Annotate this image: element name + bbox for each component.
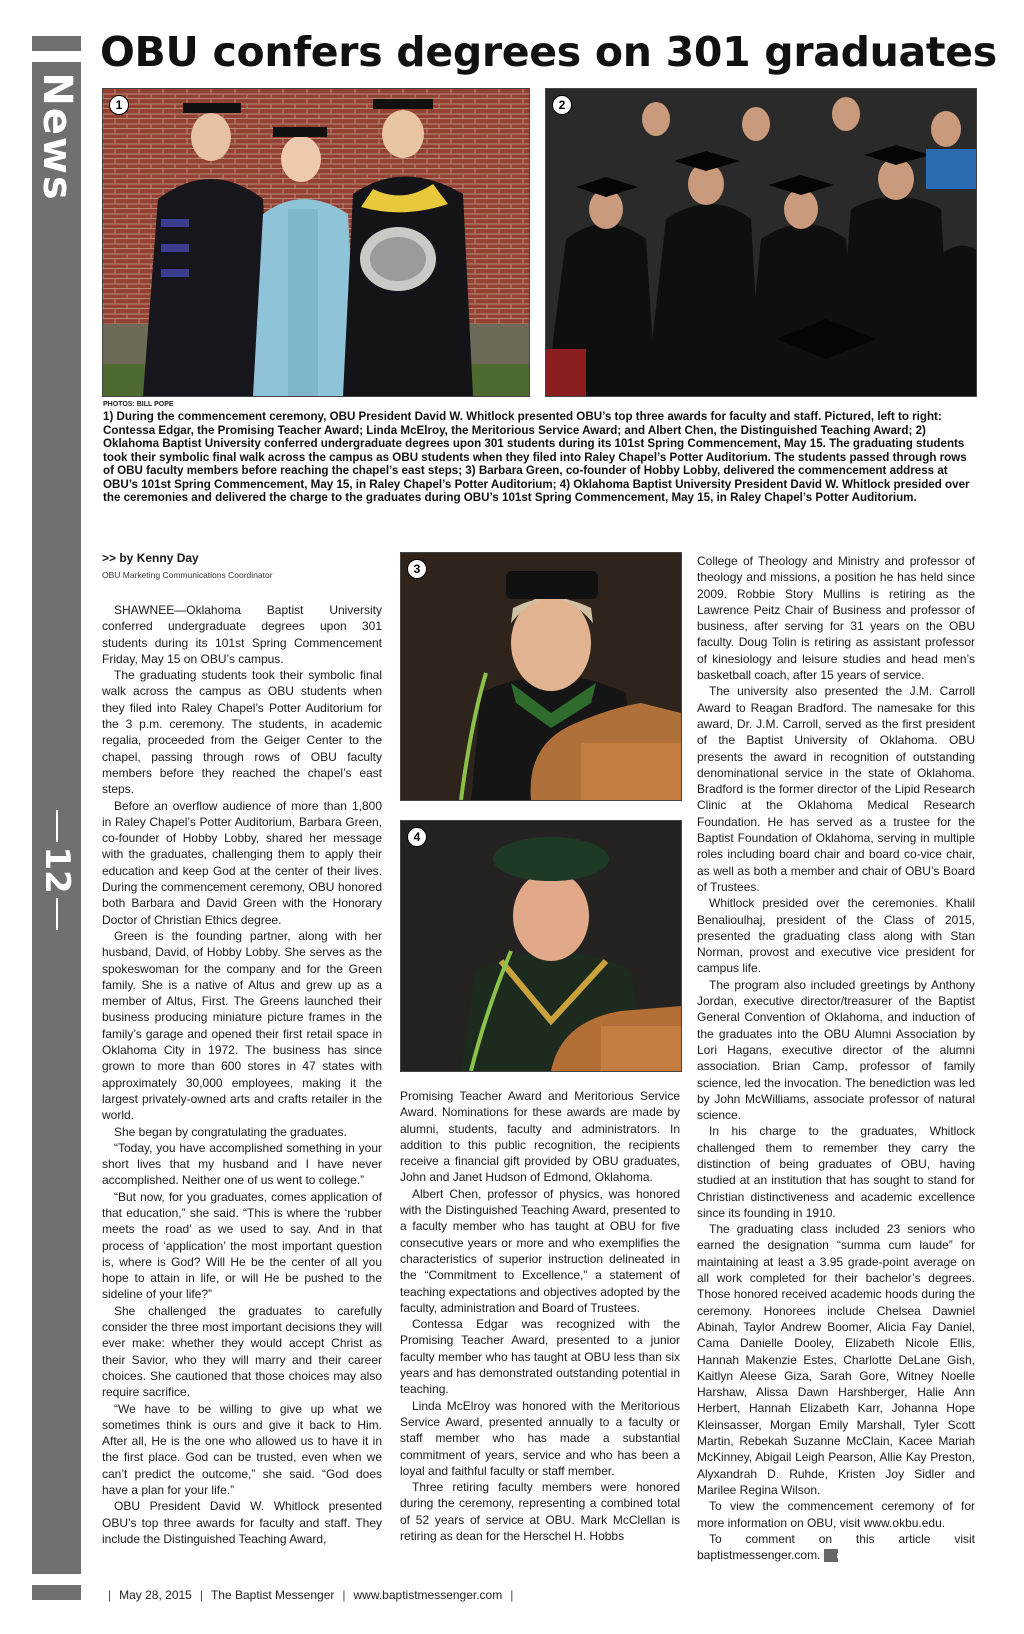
paragraph: To view the commencement ceremony of for more information on OBU, visit www.okbu.edu.	[697, 1499, 975, 1530]
section-label: News	[33, 72, 80, 202]
paragraph: Three retiring faculty members were honored during the ceremony, representing a combined total of 52 years of service at OBU. Mark McClellan is retiring as dean for the Herschel H. Hobbs	[400, 1480, 680, 1544]
photo-number: 3	[407, 559, 427, 579]
byline-title: OBU Marketing Communications Coordinator	[102, 570, 273, 580]
paragraph: The graduating students took their symbolic final walk across the campus as OBU students when they filed into Raley Chapel’s Potter Auditorium for the 3 p.m. ceremony. The students, in academic regalia, proceeded from the Geiger Center to the chapel, passing through rows of OBU faculty members before they reached the chapel’s east steps.	[102, 668, 382, 797]
paragraph: “Today, you have accomplished something in your short lives that my husband and I have never accomplished. Neither one of us went to college.”	[102, 1140, 382, 1188]
paragraph: “We have to be willing to give up what we sometimes think is ours and give it back to Him. After all, He is the one who allowed us to have it in the first place. God can be trusted, even when we can’t predict the outcome,” she said. “God does have a plan for your life.”	[102, 1401, 382, 1498]
footer-date: May 28, 2015	[119, 1588, 192, 1602]
headline: OBU confers degrees on 301 graduates	[100, 28, 997, 76]
photo-number: 4	[407, 827, 427, 847]
page-footer: | May 28, 2015 | The Baptist Messenger | www.baptistmessenger.com |	[108, 1588, 514, 1602]
paragraph: College of Theology and Ministry and professor of theology and missions, a position he has held since 2009. Robbie Story Mullins is retiring as the Lawrence Peitz Chair of Business and professor of business, after serving for 31 years on the OBU faculty. Doug Tolin is retiring as assistant professor of kinesiology and leisure studies and head men’s basketball coach, after 15 years of service.	[697, 554, 975, 683]
paragraph: She challenged the graduates to carefully consider the three most important decisions they will ever make: whether they would accept Christ as their Savior, who they will marry and their career choices. She cautioned that those choices may also require sacrifice.	[102, 1303, 382, 1400]
paragraph: Promising Teacher Award and Meritorious Service Award. Nominations for these awards are made by alumni, students, faculty and administrators. In addition to this public recognition, the recipients receive a financial gift provided by OBU graduates, John and Janet Hudson of Edmond, Oklahoma.	[400, 1089, 680, 1185]
paragraph: Whitlock presided over the ceremonies. Khalil Benalioulhaj, president of the Class of 2015, presented the graduating class along with Stan Norman, provost and executive vice president for campus life.	[697, 896, 975, 976]
paragraph	[697, 1531, 975, 1564]
photo-graduates	[545, 88, 977, 397]
paragraph: OBU President David W. Whitlock presented OBU’s top three awards for faculty and staff. They include the Distinguished Teaching Award,	[102, 1499, 382, 1546]
paragraph: The program also included greetings by Anthony Jordan, executive director/treasurer of the Baptist General Convention of Oklahoma, and induction of the graduates into the OBU Alumni Association by Lori Hagans, executive director of the alumni association. Brian Camp, professor of family science, led the invocation. The benediction was led by John McWilliams, associate professor of natural science.	[697, 977, 975, 1123]
paragraph: Contessa Edgar was recognized with the Promising Teacher Award, presented to a junior faculty member who has taught at OBU less than six years and has demonstrated outstanding potential in teaching.	[400, 1317, 680, 1397]
end-mark-logo: m	[824, 1549, 838, 1562]
article-column-2	[400, 1088, 680, 1544]
photo-caption: 1) During the commencement ceremony, OBU President David W. Whitlock presented OBU’s top three awards for faculty and staff. Pictured, left to right: Contessa Edgar, the Promising Teacher Award; Linda McElroy, the Meritorious Service Award; and Albert Chen, the Distinguished Teaching Award; 2) Oklahoma Baptist University conferred undergraduate degrees upon 301 students during its 101st Spring Commencement, May 15. The graduating students took their symbolic final walk across the campus as OBU students when they filed into Raley Chapel’s Potter Auditorium. The students passed through rows of OBU faculty members before reaching the chapel’s east steps; 3) Barbara Green, co-founder of Hobby Lobby, delivered the commencement address at OBU’s 101st Spring Commencement, May 15, in Raley Chapel’s Potter Auditorium; 4) Oklahoma Baptist University President David W. Whitlock presided over the ceremonies and delivered the charge to the graduates during OBU’s 101st Spring Commencement, May 15, in Raley Chapel’s Potter Auditorium.	[103, 410, 970, 504]
article-column-3	[697, 553, 975, 1563]
byline: >> by Kenny Day	[102, 551, 199, 565]
sidebar-top-bar	[32, 36, 81, 51]
article-column-1	[102, 602, 382, 1547]
photo-number: 2	[552, 95, 572, 115]
paragraph: The graduating class included 23 seniors who earned the designation “summa cum laude” for maintaining at least a 3.95 grade-point average on all work completed for their bachelor’s degrees. Those honored received academic hoods during the ceremony. Honorees include Chelsea Dawniel Abinah, Taylor Andrew Boomer, Alicia Fay Daniel, Cama Danielle Dooley, Elizabeth Nicole Ellis, Hannah Makenzie Estes, Charlotte DeLane Gish, Kaitlyn Aleese Giza, Sarah Gore, Witney Noelle Harshaw, Alissa Dawn Harshberger, Halie Ann Herbert, Hannah Elizabeth Karr, Johanna Hope Kleinsasser, Morgan Emily Marshall, Tyler Scott Martin, Rebekah Suzanne McClain, Kacee Mariah McKinney, Abigail Leigh Pearson, Allie Kay Preston, Alyxandrah D. Ruhde, Kristen Joy Sidler and Marilee Regina Wilson.	[697, 1222, 975, 1497]
photo-award-recipients	[102, 88, 530, 397]
photo-president-whitlock	[400, 820, 682, 1072]
paragraph: Green is the founding partner, along with her husband, David, of Hobby Lobby. She serves as the spokeswoman for the company and for the Green family. She is a native of Altus and grew up as a member of Altus, First. The Greens launched their business producing miniature picture frames in the family’s garage and opened their first retail space in Oklahoma City in 1972. The business has since grown to more than 600 stores in 47 states with approximately 30,000 employees, making it the largest privately-owned arts and crafts retailer in the world.	[102, 928, 382, 1123]
paragraph: Albert Chen, professor of physics, was honored with the Distinguished Teaching Award, presented to a faculty member who has taught at OBU for five consecutive years or more and who exemplifies the characteristics of superior instruction delineated in the “Commitment to Excellence,” a statement of teaching expectations and objectives adopted by the faculty, administration and Board of Trustees.	[400, 1186, 680, 1315]
paragraph: In his charge to the graduates, Whitlock challenged them to remember they carry the distinction of being graduates of OBU, having studied at an institution that has sought to stand for Christian distinctiveness and academic excellence since its founding in 1910.	[697, 1124, 975, 1220]
paragraph: She began by congratulating the graduates.	[114, 1124, 347, 1139]
sidebar-bottom-bar	[32, 1585, 81, 1600]
footer-publication: The Baptist Messenger	[210, 1588, 335, 1602]
paragraph: SHAWNEE—Oklahoma Baptist University conferred undergraduate degrees upon 301 students during its 101st Spring Commencement Friday, May 15 on OBU’s campus.	[102, 603, 382, 666]
paragraph: Linda McElroy was honored with the Meritorious Service Award, presented annually to a faculty or staff member who has made a substantial commitment of years, service and who has been a loyal and faithful faculty or staff member.	[400, 1398, 680, 1478]
photo-number: 1	[109, 95, 129, 115]
footer-website[interactable]: www.baptistmessenger.com	[353, 1588, 503, 1602]
photo-barbara-green	[400, 552, 682, 801]
paragraph: Before an overflow audience of more than 1,800 in Raley Chapel’s Potter Auditorium, Barbara Green, co-founder of Hobby Lobby, shared her message with the graduates, challenging them to apply their education and keep God at the center of their lives. During the commencement ceremony, OBU honored both Barbara and David Green with the Honorary Doctor of Christian Ethics degree.	[102, 798, 382, 927]
comment-prompt: To comment on this article visit baptistmessenger.com.	[697, 1531, 975, 1563]
page-number: 12	[32, 810, 81, 930]
paragraph: “But now, for you graduates, comes application of that education,” she said. “This is where the ‘rubber meets the road’ as we used to say. And in that process of ‘application’ the most important question is, where is God? Will He be the center of all you hope to attain in life, or will He be pushed to the sideline of your life?”	[102, 1189, 382, 1302]
paragraph: The university also presented the J.M. Carroll Award to Reagan Bradford. The namesake for this award, Dr. J.M. Carroll, served as the first president of the Baptist University of Oklahoma. OBU presents the award in recognition of outstanding denominational service in the state of Oklahoma. Bradford is the former director of the Lipid Research Clinic at the Oklahoma Medical Research Foundation. He has served as a trustee for the Baptist Foundation of Oklahoma, serving in multiple roles including board chair and board co-vice chair, as well as both a member and chair of OBU’s Board of Trustees.	[697, 684, 975, 894]
photo-credit: PHOTOS: BILL POPE	[103, 401, 174, 408]
